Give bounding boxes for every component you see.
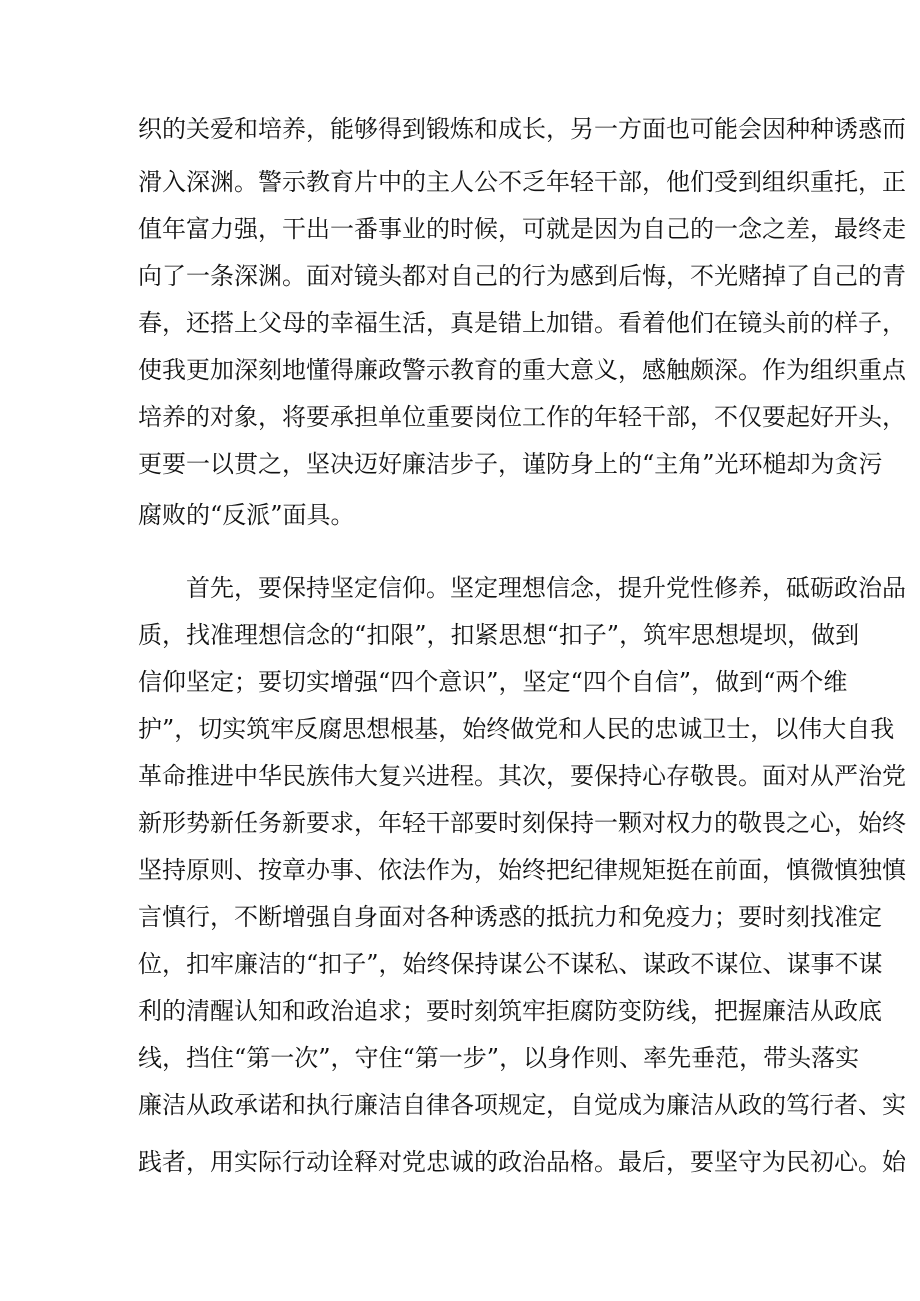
text-line: 滑入深渊。警示教育片中的主人公不乏年轻干部，他们受到组织重托，正: [138, 168, 906, 196]
text-line: 位，扣牢廉洁的“扣子”，始终保持谋公不谋私、谋政不谋位、谋事不谋: [138, 950, 883, 978]
text-line: 新形势新任务新要求，年轻干部要时刻保持一颗对权力的敬畏之心，始终: [138, 809, 906, 837]
text-line: 首先，要保持坚定信仰。坚定理想信念，提升党性修养，砥砺政治品: [186, 574, 906, 602]
text-line: 践者，用实际行动诠释对党忠诚的政治品格。最后，要坚守为民初心。始: [138, 1148, 906, 1176]
text-line: 向了一条深渊。面对镜头都对自己的行为感到后悔，不光赌掉了自己的青: [138, 262, 906, 290]
text-line: 更要一以贯之，坚决迈好廉洁步子，谨防身上的“主角”光环槌却为贪污: [138, 450, 883, 478]
text-line: 线，挡住“第一次”，守住“第一步”，以身作则、率先垂范，带头落实: [138, 1044, 860, 1072]
text-line: 革命推进中华民族伟大复兴进程。其次，要保持心存敬畏。面对从严治党: [138, 762, 906, 790]
text-line: 织的关爱和培养，能够得到锻炼和成长，另一方面也可能会因种种诱惑而: [138, 115, 906, 143]
text-line: 信仰坚定；要切实增强“四个意识”，坚定“四个自信”，做到“两个维: [138, 668, 848, 696]
text-line: 使我更加深刻地懂得廉政警示教育的重大意义，感触颇深。作为组织重点: [138, 356, 906, 384]
text-line: 值年富力强，干出一番事业的时候，可就是因为自己的一念之差，最终走: [138, 215, 906, 243]
text-line: 廉洁从政承诺和执行廉洁自律各项规定，自觉成为廉洁从政的笃行者、实: [138, 1091, 906, 1119]
text-line: 春，还搭上父母的幸福生活，真是错上加错。看着他们在镜头前的样子，: [138, 309, 906, 337]
text-line: 质，找准理想信念的“扣限”，扣紧思想“扣子”，筑牢思想堤坝，做到: [138, 621, 860, 649]
text-line: 培养的对象，将要承担单位重要岗位工作的年轻干部，不仅要起好开头，: [138, 403, 906, 431]
text-line: 言慎行，不断增强自身面对各种诱惑的抵抗力和免疫力；要时刻找准定: [138, 903, 882, 931]
text-line: 护”，切实筑牢反腐思想根基，始终做党和人民的忠诚卫士，以伟大自我: [138, 715, 895, 743]
text-line: 利的清醒认知和政治追求；要时刻筑牢拒腐防变防线，把握廉洁从政底: [138, 997, 882, 1025]
text-line: 坚持原则、按章办事、依法作为，始终把纪律规矩挺在前面，慎微慎独慎: [138, 856, 906, 884]
text-line: 腐败的“反派”面具。: [138, 501, 355, 529]
